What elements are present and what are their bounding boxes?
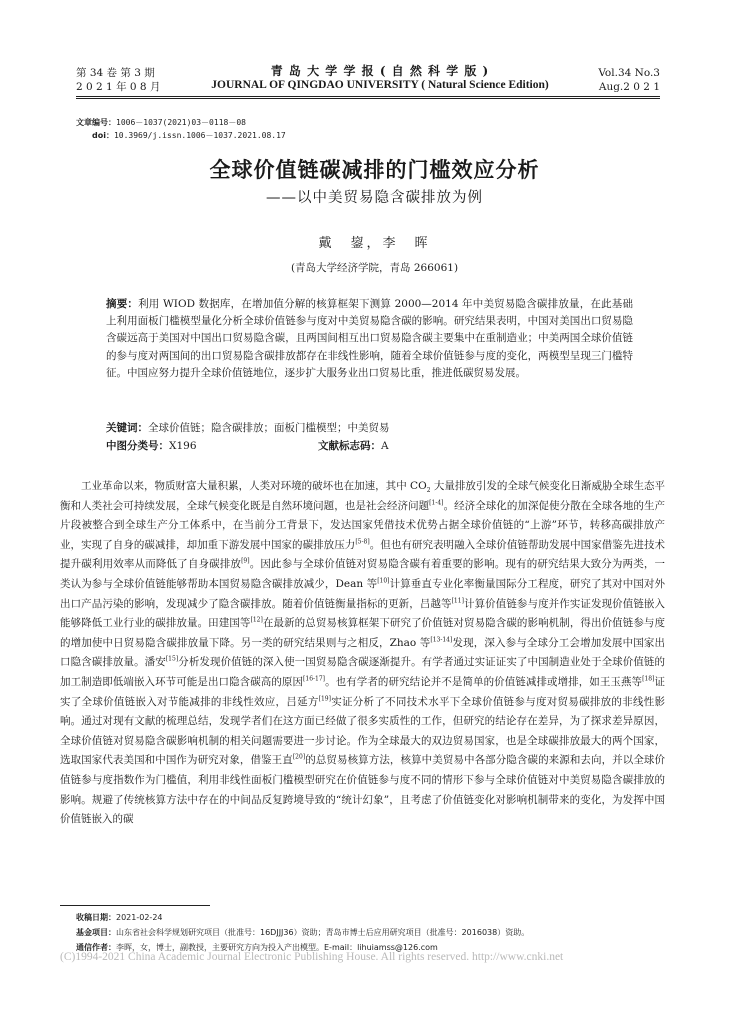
body-text: 分析发现价值链的深入使一国贸易隐含碳逐渐提升。有学者通过实证证实了中国制造业处于全球价值链的加工制造即低端嵌入环节可能是出口隐含碳高的原因	[60, 656, 666, 688]
body-text: 发现，深入参与全球分工会增加发展中国家出口隐含碳排放量。潘安	[60, 636, 665, 669]
body-text: 大量排放引发的全球气候变化日渐威胁全球生态平衡和人类社会可持续发展，全球气候变化既是自然环境问题，也是社会经济问题	[60, 480, 665, 512]
doi-label: doi：	[92, 131, 114, 140]
body-text: 。因此参与全球价值链对贸易隐含碳有着重要的影响。现有的研究结果大致分为两类，一类认为参与全球价值链能够帮助本国贸易隐含碳排放减少，Dean 等	[60, 558, 666, 590]
citation: [11]	[451, 597, 464, 605]
citation: [13-14]	[430, 636, 453, 644]
citation: [19]	[318, 695, 331, 703]
clc-label: 中图分类号：	[106, 440, 169, 452]
keywords-label: 关键词：	[106, 422, 148, 434]
abstract	[106, 296, 633, 382]
body-text: 工业革命以来，物质财富大量积累，人类对环境的破坏也在加速，其中 CO	[81, 480, 427, 492]
cnki-watermark: (C)1994-2021 China Academic Journal Electronic Publishing House. All rights reserved. http://www.cnki.net	[60, 951, 564, 963]
article-number-label: 文章编号：	[76, 118, 116, 127]
header-volume-en	[580, 66, 660, 94]
header-date-en: Aug.2 0 2 1	[598, 81, 660, 93]
author-value: 李晖，女，博士，副教授，主要研究方向为投入产出模型。E-mail：lihuiamss@126.com	[116, 943, 438, 952]
doi-value: 10.3969/j.issn.1006－1037.2021.08.17	[113, 131, 286, 140]
paper-subtitle: ——以中美贸易隐含碳排放为例	[266, 190, 483, 206]
body-text: 实证分析了不同技术水平下全球价值链参与度对贸易碳排放的非线性影响。通过对现有文献的梳理总结，发现学者们在这方面已经做了很多实质性的工作，但研究的结论存在差异，为了探求差异原因，全球价值链对贸易隐含碳影响机制的相关问题需要进一步讨论。作为全球最大的双边贸易国家，也是全球碳排放最大的两个国家，选取国家代表美国和中国作为研究对象，借鉴王直	[60, 695, 666, 767]
clc-value: X196	[169, 440, 197, 452]
abstract-text: 利用 WIOD 数据库，在增加值分解的核算框架下测算 2000—2014 年中美贸易隐含碳排放量，在此基础上利用面板门槛模型量化分析全球价值链参与度对中美贸易隐含碳的影响。研究结果表明，中国对美国出口贸易隐含碳远高于美国对中国出口贸易隐含碳，且两国间相互出口贸易隐含碳主要集中在重制造业；中美两国全球价值链的参与度对两国间的出口贸易隐含碳排放都存在非线性影响，随着全球价值链参与度的变化，两模型呈现三门槛特征。中国应努力提升全球价值链地位，逐步扩大服务业出口贸易比重，推进低碳贸易发展。	[106, 298, 633, 379]
body-text: 的总贸易核算方法，核算中美贸易中各部分隐含碳的来源和去向，并以全球价值链参与度指数作为门槛值，利用非线性面板门槛模型研究在价值链参与度不同的情形下参与全球价值链对中美贸易隐含碳排放的影响。规避了传统核算方法中存在的中间品反复跨境导致的“统计幻象”，且考虑了价值链变化对影响机制带来的变化，为发挥中国价值链嵌入的碳	[60, 754, 666, 826]
citation: [20]	[292, 753, 306, 761]
article-number-value: 1006－1037(2021)03－0118－08	[116, 118, 246, 127]
header-volume-cn: 第 34 卷 第 3 期	[76, 67, 155, 79]
journal-title-cn: 青 岛 大 学 学 报 ( 自 然 科 学 版 )	[270, 64, 490, 78]
paper-affiliation: (青岛大学经济学院，青岛 266061)	[290, 262, 459, 274]
received-value: 2021-02-24	[116, 913, 163, 922]
received-label: 收稿日期：	[76, 913, 116, 922]
citation: [16-17]	[303, 675, 326, 683]
fund-label: 基金项目：	[76, 928, 116, 937]
author-label: 通信作者：	[76, 943, 116, 952]
citation: [5-8]	[355, 538, 370, 546]
footnote-fund	[76, 927, 676, 938]
body-text: 。但也有研究表明融入全球价值链帮助发展中国家借鉴先进技术提升碳利用效率从而降低了自身碳排放	[60, 538, 665, 571]
body-text: 计算垂直专业化率衡量国际分工程度，研究了其对中国对外出口产品污染的影响，发现减少了隐含碳排放。随着价值链衡量指标的更新，吕越等	[60, 577, 666, 610]
body-text: 在最新的总贸易核算框架下研究了价值链对贸易隐含碳的影响机制，得出价值链参与度的增加使中日贸易隐含碳排放量下降。另一类的研究结果则与之相反，Zhao 等	[60, 617, 666, 649]
article-number	[76, 117, 246, 128]
citation: [15]	[165, 655, 179, 663]
citation: [12]	[250, 616, 263, 624]
body-text: 。也有学者的研究结论并不是简单的价值链减排或增排，如王玉燕等	[325, 675, 643, 688]
paper-title: 全球价值链碳减排的门槛效应分析	[209, 158, 540, 182]
header-volume-issue	[76, 66, 206, 94]
header-rule-bottom	[76, 98, 660, 99]
header-rule-top	[76, 96, 660, 97]
keywords-text: 全球价值链；隐含碳排放；面板门槛模型；中美贸易	[148, 422, 390, 434]
citation: [9]	[241, 557, 250, 565]
body-text: 证实了全球价值链嵌入对节能减排的非线性效应，吕延方	[60, 675, 666, 708]
body-text: 。经济全球化的加深促使分散在全球各地的生产片段被整合到全球生产分工体系中，在当前分工背景下，发达国家凭借技术优势占据全球价值链的“上游”环节，转移高碳排放产业，实现了自身的碳减排，却加重下游发展中国家的碳排放压力	[60, 499, 666, 551]
footnote-rule	[60, 905, 210, 906]
paper-authors: 戴 鋆，李 晖	[318, 236, 431, 251]
doi-line	[92, 130, 286, 141]
co2-subscript: 2	[426, 487, 431, 495]
header-vol-en: Vol.34 No.3	[598, 67, 660, 79]
body-paragraph	[60, 477, 665, 830]
header-date-cn: 2 0 2 1 年 0 8 月	[76, 81, 161, 93]
doc-code	[318, 438, 389, 455]
classification	[106, 438, 633, 455]
doc-code-label: 文献标志码：	[318, 440, 381, 452]
journal-title-en: JOURNAL OF QINGDAO UNIVERSITY ( Natural Science Edition)	[211, 79, 549, 91]
keywords	[106, 420, 633, 437]
citation: [18]	[642, 675, 655, 683]
doc-code-value: A	[381, 440, 389, 452]
footnote-received	[76, 912, 163, 923]
abstract-label: 摘要：	[106, 298, 139, 310]
citation: [10]	[377, 577, 390, 585]
body-text: 计算价值链参与度并作实证发现价值链嵌入能够降低工业行业的碳排放量。田建国等	[60, 597, 666, 630]
citation: [1-4]	[429, 499, 444, 507]
header-journal	[200, 64, 560, 92]
fund-value: 山东省社会科学规划研究项目（批准号：16DJJJ36）资助；青岛市博士后应用研究项目（批准号：2016038）资助。	[116, 928, 530, 937]
clc-code	[106, 438, 318, 455]
